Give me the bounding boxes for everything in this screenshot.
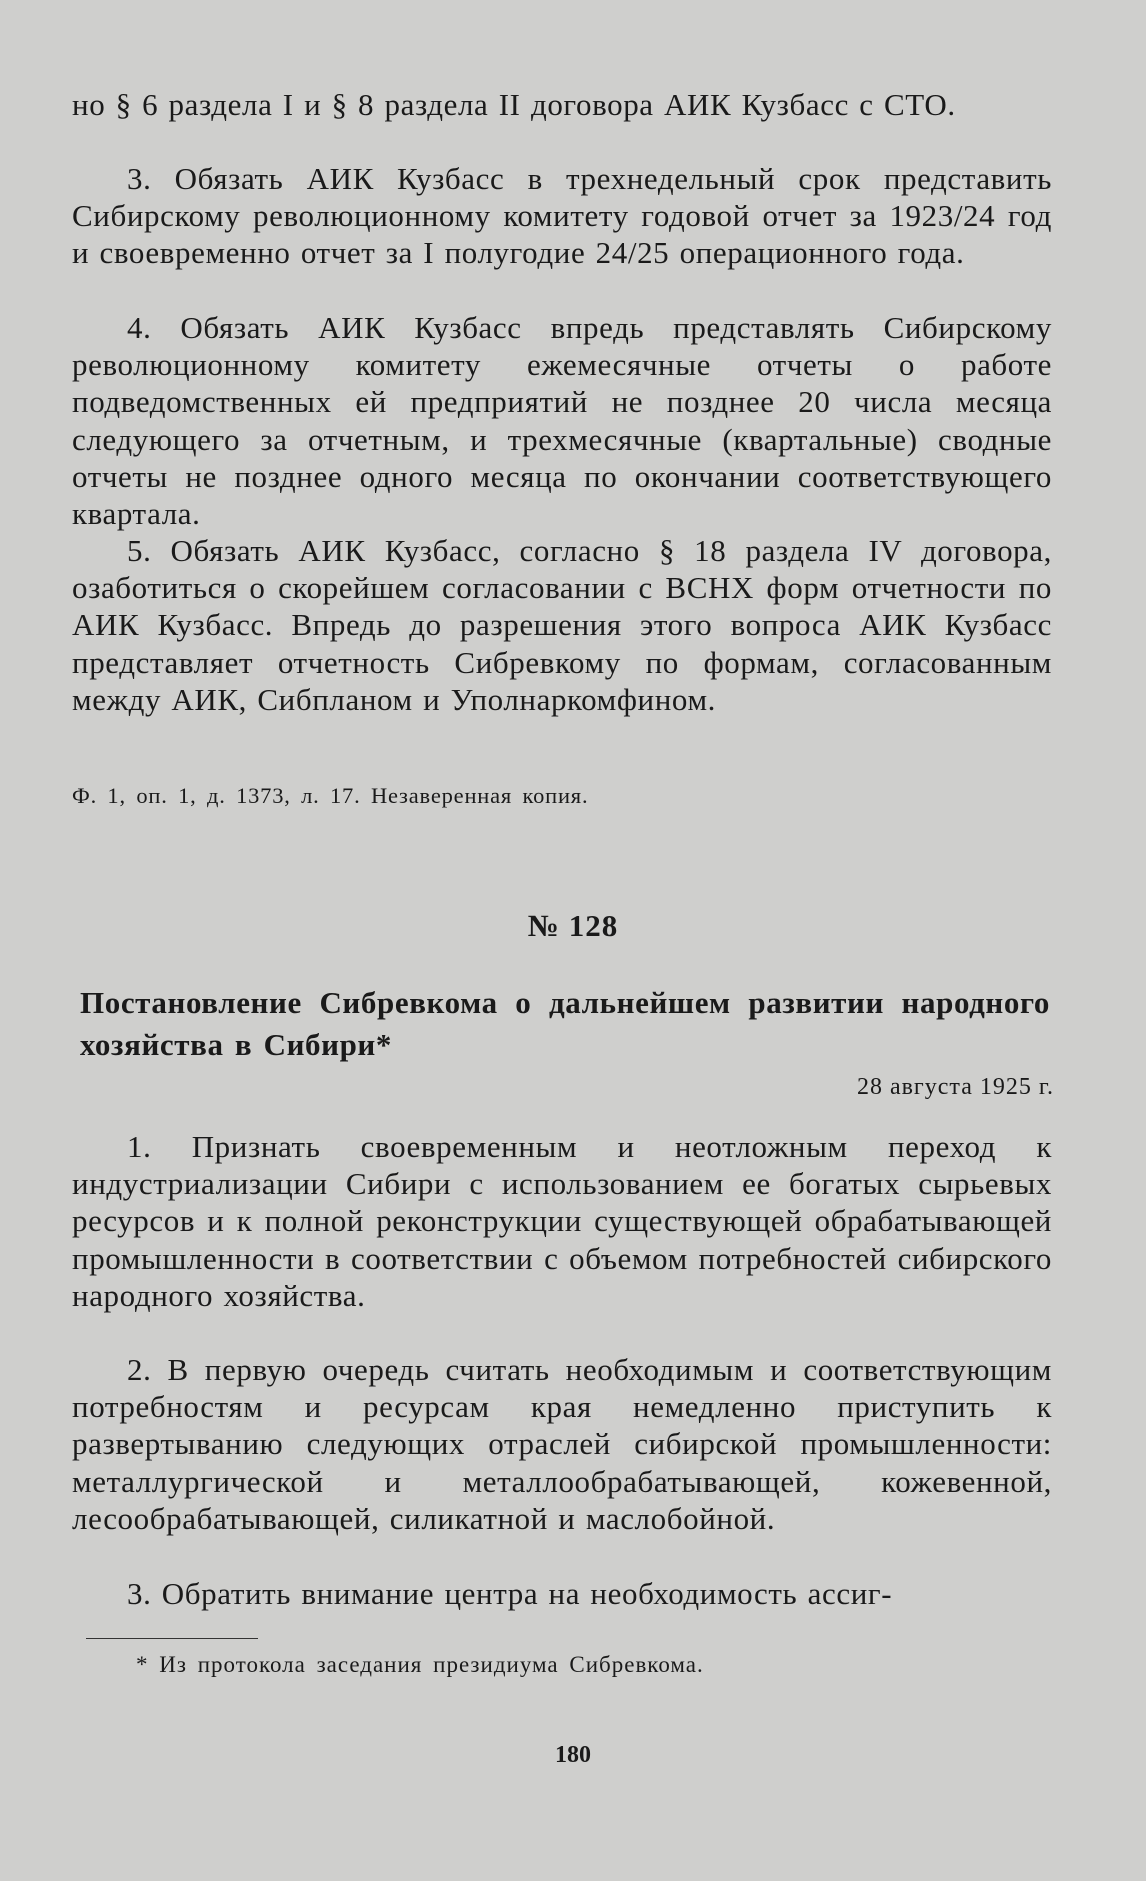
item-4-paragraph: 4. Обязать АИК Кузбасс впредь представлять Сибирскому революционному комитету ежемесячные отчеты о работе подведомственных ей предприятий не позднее 20 числа месяца следующего за отчетным, и трехмесячные (квартальные) сводные отчеты не позднее одного месяца по окончании соответствующего квартала. — [72, 310, 1052, 532]
page-number: 180 — [555, 1742, 591, 1768]
doc-item-2-paragraph: 2. В первую очередь считать необходимым и соответствующим потребностям и ресурсам края немедленно приступить к развертыванию следующих отраслей сибирской промышленности: металлургической и металлообрабатывающей, кожевенной, лесообрабатывающей, силикатной и маслобойной. — [72, 1352, 1052, 1536]
continuation-paragraph: но § 6 раздела I и § 8 раздела II договора АИК Кузбасс с СТО. — [72, 87, 956, 122]
item-3-paragraph: 3. Обязать АИК Кузбасс в трехнедельный срок представить Сибирскому революционному комитету годовой отчет за 1923/24 год и своевременно отчет за I полугодие 24/25 операционного года. — [72, 161, 1052, 271]
doc-item-1-paragraph: 1. Признать своевременным и неотложным переход к индустриализации Сибири с использованием ее богатых сырьевых ресурсов и к полной реконструкции существующей обрабатывающей промышленности в соответствии с объемом потребностей сибирского народного хозяйства. — [72, 1129, 1052, 1313]
doc-item-3-paragraph: 3. Обратить внимание центра на необходимость ассиг- — [127, 1576, 893, 1611]
footnote: * Из протокола заседания президиума Сибревкома. — [136, 1652, 704, 1677]
footnote-divider — [86, 1638, 258, 1639]
item-5-paragraph: 5. Обязать АИК Кузбасс, согласно § 18 раздела IV договора, озаботиться о скорейшем согласовании с ВСНХ форм отчетности по АИК Кузбасс. Впредь до разрешения этого вопроса АИК Кузбасс представляет отчетность Сибревкому по формам, согласованным между АИК, Сибпланом и Уполнаркомфином. — [72, 533, 1052, 717]
archive-source-note: Ф. 1, оп. 1, д. 1373, л. 17. Незаверенная копия. — [72, 783, 589, 808]
document-number: № 128 — [527, 908, 619, 943]
document-title: Постановление Сибревкома о дальнейшем развитии народного хозяйства в Сибири* — [80, 985, 1050, 1062]
document-date: 28 августа 1925 г. — [856, 1074, 1054, 1100]
